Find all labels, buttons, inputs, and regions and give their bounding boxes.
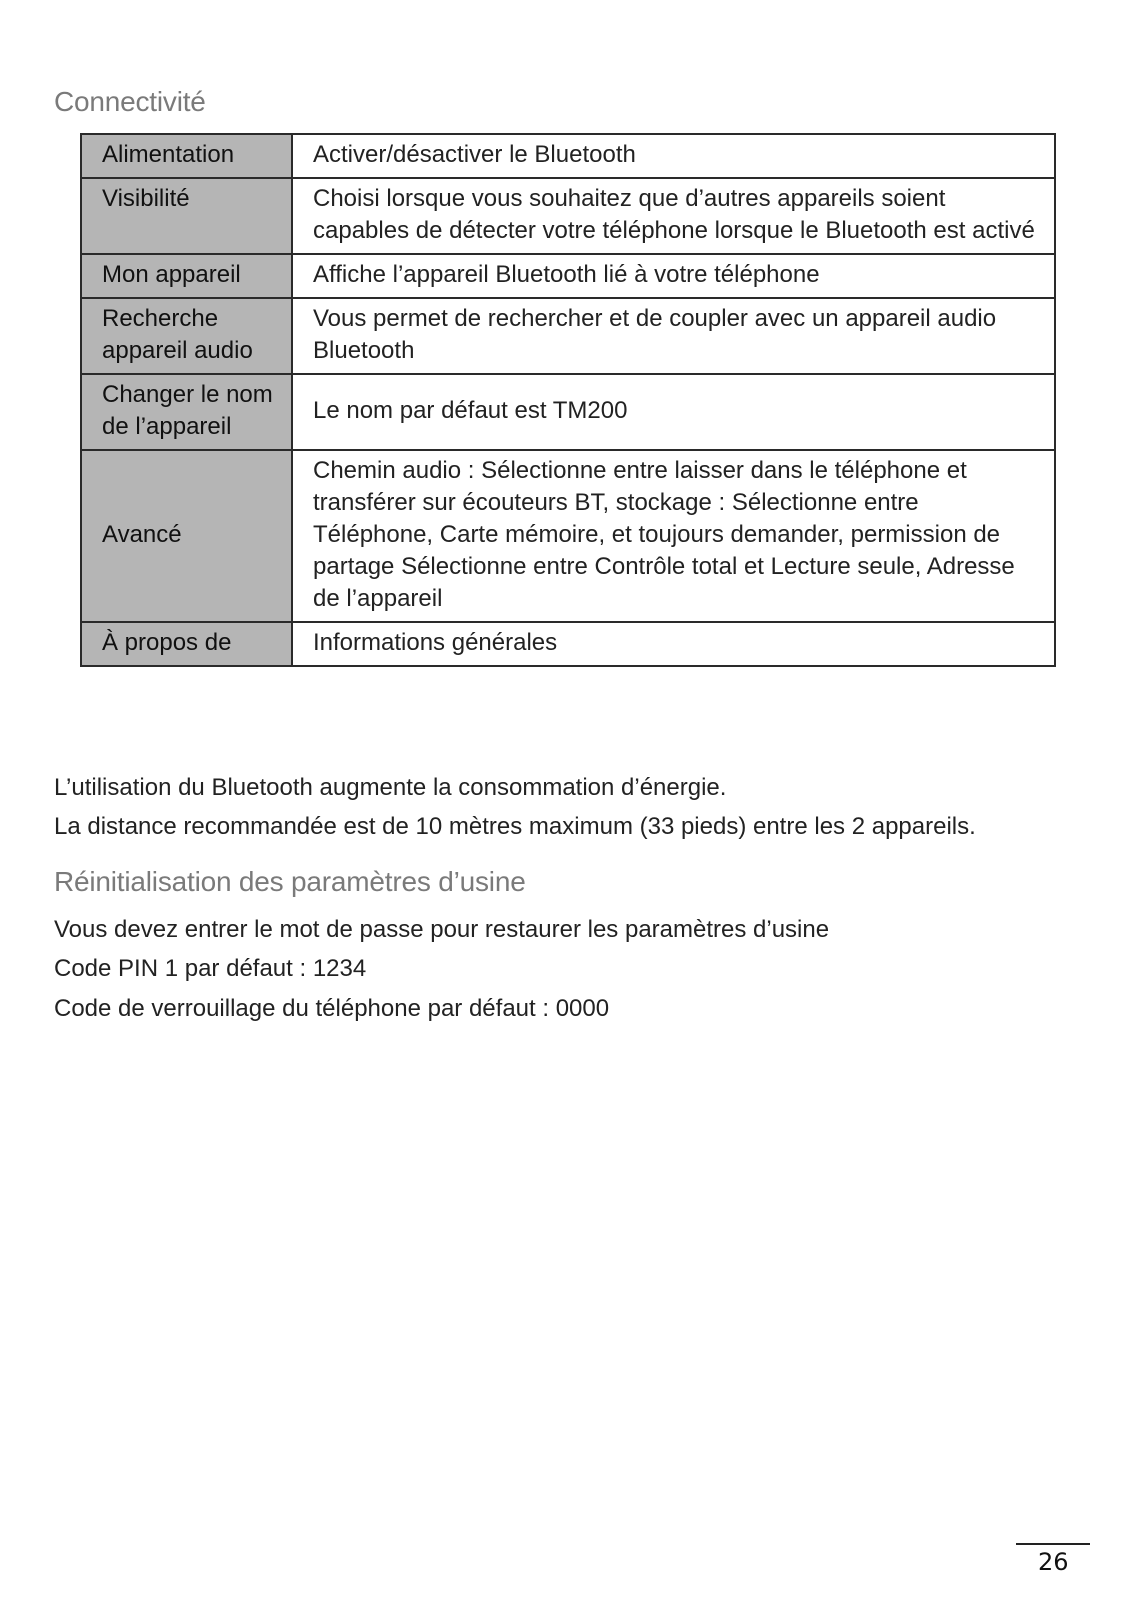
table-row bbox=[81, 134, 1055, 178]
setting-description: Chemin audio : Sélectionne entre laisser dans le téléphone et transférer sur écouteurs BT, stockage : Sélectionne entre Téléphone, Carte mémoire, et toujours demander, permission de partage Sélectionne entre Contrôle total et Lecture seule, Adresse de l’appareil bbox=[292, 450, 1055, 622]
setting-description: Vous permet de rechercher et de coupler avec un appareil audio Bluetooth bbox=[292, 298, 1055, 374]
table-row bbox=[81, 254, 1055, 298]
setting-label: Changer le nom de l’appareil bbox=[81, 374, 292, 450]
setting-description: Activer/désactiver le Bluetooth bbox=[292, 134, 1055, 178]
setting-label: Avancé bbox=[81, 450, 292, 622]
reset-instruction: Vous devez entrer le mot de passe pour restaurer les paramètres d’usine bbox=[54, 916, 830, 943]
bluetooth-energy-note: L’utilisation du Bluetooth augmente la consommation d’énergie. bbox=[54, 774, 727, 801]
table-row bbox=[81, 374, 1055, 450]
setting-label: Visibilité bbox=[81, 178, 292, 254]
table-row bbox=[81, 450, 1055, 622]
setting-description: Choisi lorsque vous souhaitez que d’autres appareils soient capables de détecter votre téléphone lorsque le Bluetooth est activé bbox=[292, 178, 1055, 254]
setting-description: Informations générales bbox=[292, 622, 1055, 666]
setting-description: Affiche l’appareil Bluetooth lié à votre téléphone bbox=[292, 254, 1055, 298]
table-row bbox=[81, 622, 1055, 666]
section-title-factory-reset: Réinitialisation des paramètres d’usine bbox=[54, 866, 526, 897]
page-number-rule bbox=[1016, 1543, 1090, 1545]
setting-label: Recherche appareil audio bbox=[81, 298, 292, 374]
section-title-connectivity: Connectivité bbox=[54, 86, 206, 117]
page-number: 26 bbox=[1038, 1548, 1069, 1576]
table-row bbox=[81, 298, 1055, 374]
bluetooth-distance-note: La distance recommandée est de 10 mètres maximum (33 pieds) entre les 2 appareils. bbox=[54, 813, 976, 840]
default-pin-code: Code PIN 1 par défaut : 1234 bbox=[54, 955, 367, 982]
default-lock-code: Code de verrouillage du téléphone par défaut : 0000 bbox=[54, 995, 610, 1022]
setting-label: À propos de bbox=[81, 622, 292, 666]
setting-description: Le nom par défaut est TM200 bbox=[292, 374, 1055, 450]
setting-label: Alimentation bbox=[81, 134, 292, 178]
bluetooth-settings-table bbox=[80, 133, 1056, 667]
setting-label: Mon appareil bbox=[81, 254, 292, 298]
table-row bbox=[81, 178, 1055, 254]
